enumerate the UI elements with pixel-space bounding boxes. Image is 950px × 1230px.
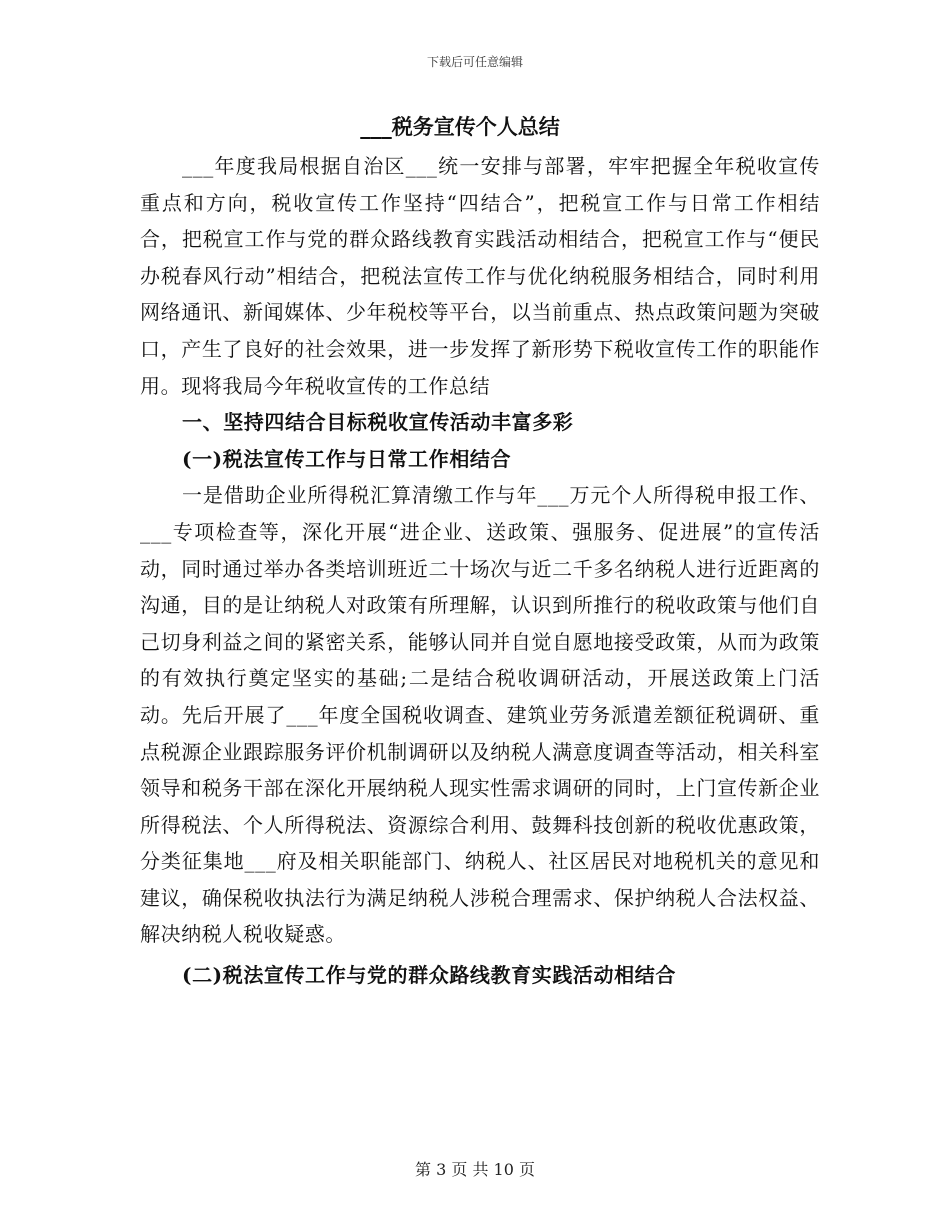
intro-paragraph: ___年度我局根据自治区___统一安排与部署，牢牢把握全年税收宣传重点和方向，税收宣传工作坚持“四结合”，把税宣工作与日常工作相结合，把税宣工作与党的群众路线教育实践活动相结合，把税宣工作与“便民办税春风行动”相结合，把税法宣传工作与优化纳税服务相结合，同时利用网络通讯、新闻媒体、少年税校等平台，以当前重点、热点政策问题为突破口，产生了良好的社会效果，进一步发挥了新形势下税收宣传工作的职能作用。现将我局今年税收宣传的工作总结 [140, 154, 820, 398]
document-title: ___税务宣传个人总结 [360, 114, 560, 139]
page-number: 第 3 页 共 10 页 [415, 1160, 535, 1179]
section-heading-1: 一、坚持四结合目标税收宣传活动丰富多彩 [182, 410, 574, 435]
subsection-heading-1: (一)税法宣传工作与日常工作相结合 [182, 446, 512, 471]
header-note: 下载后可任意编辑 [426, 55, 523, 69]
subsection-1-paragraph: 一是借助企业所得税汇算清缴工作与年___万元个人所得税申报工作、___专项检查等，深化开展“进企业、送政策、强服务、促进展”的宣传活动，同时通过举办各类培训班近二十场次与近二千多名纳税人进行近距离的沟通，目的是让纳税人对政策有所理解，认识到所推行的税收政策与他们自己切身利益之间的紧密关系，能够认同并自觉自愿地接受政策，从而为政策的有效执行奠定坚实的基础;二是结合税收调研活动，开展送政策上门活动。先后开展了___年度全国税收调查、建筑业劳务派遣差额征税调研、重点税源企业跟踪服务评价机制调研以及纳税人满意度调查等活动，相关科室领导和税务干部在深化开展纳税人现实性需求调研的同时，上门宣传新企业所得税法、个人所得税法、资源综合利用、鼓舞科技创新的税收优惠政策，分类征集地___府及相关职能部门、纳税人、社区居民对地税机关的意见和建议，确保税收执法行为满足纳税人涉税合理需求、保护纳税人合法权益、解决纳税人税收疑惑。 [140, 483, 820, 947]
document-body [140, 112, 820, 994]
subsection-heading-2: (二)税法宣传工作与党的群众路线教育实践活动相结合 [182, 963, 676, 988]
